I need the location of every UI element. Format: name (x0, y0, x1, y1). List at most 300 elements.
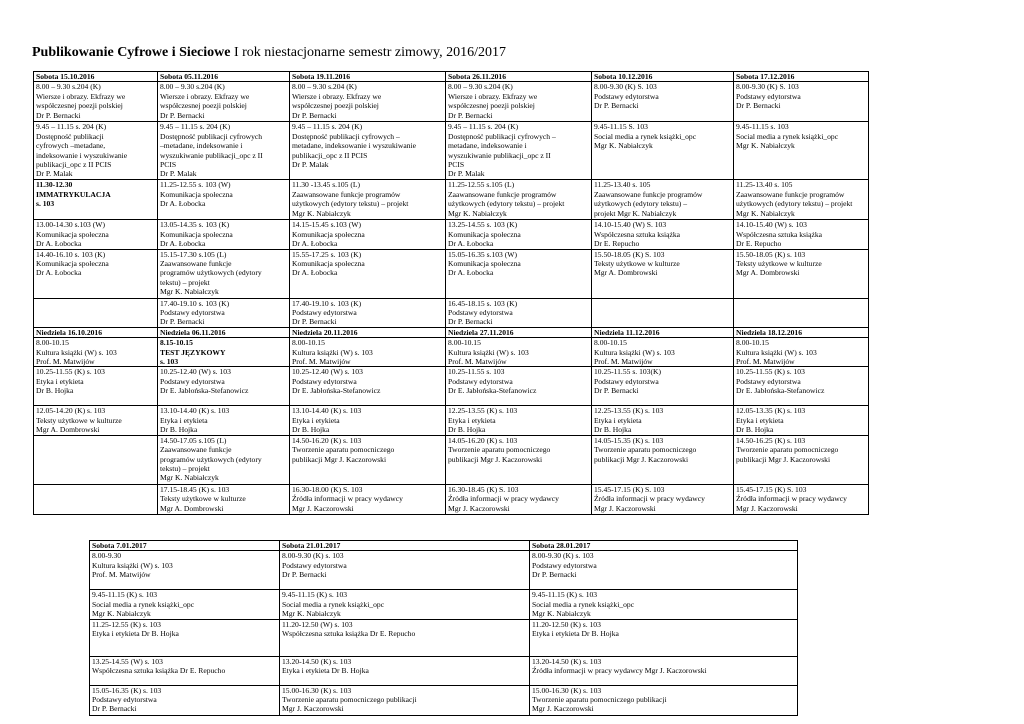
class-cell (34, 180, 158, 220)
class-cell (734, 435, 869, 484)
day-header: Niedziela 20.11.2016 (290, 327, 446, 337)
class-line: IMMATRYKULACJA (36, 189, 111, 199)
class-line: Mgr K. Nabiałczyk (736, 208, 795, 218)
class-line: 16.30-18.00 (K) S. 103 (292, 484, 363, 494)
class-line: programów użytkowych (edytory (160, 454, 262, 464)
day-header: Sobota 21.01.2017 (280, 541, 530, 551)
class-line: Dr P. Bernacki (36, 110, 81, 120)
class-line: Dr E. Jabłońska-Stefanowicz (448, 386, 537, 396)
class-line: 8.00-9.30 (K) S. 103 (594, 82, 657, 92)
class-line: 8.00-9.30 (92, 551, 122, 561)
class-cell (90, 656, 280, 685)
class-line: Mgr A. Dombrowski (594, 268, 658, 278)
class-line: współczesnej poezji polskiej (160, 101, 247, 111)
class-line: Źródła informacji w pracy wydawcy (736, 494, 847, 504)
class-line: Mgr K. Nabiałczyk (736, 141, 795, 151)
class-line: Podstawy edytorstwa (594, 91, 659, 101)
class-line: 17.40-19.10 s. 103 (K) (160, 298, 230, 308)
class-line: Mgr J. Kaczorowski (292, 503, 354, 513)
class-line: 13.05-14.35 s. 103 (K) (160, 220, 230, 230)
class-line: Dr P. Malak (448, 169, 485, 179)
class-line: Dr A. Łobocka (160, 199, 206, 209)
class-line: publikacji Mgr J. Kaczorowski (594, 454, 689, 464)
class-cell (290, 249, 446, 298)
class-cell (90, 619, 280, 656)
class-line: Etyka i etykieta Dr B. Hojka (92, 629, 179, 639)
class-line: 13.20-14.50 (K) s. 103 (282, 656, 352, 666)
class-line: 15.00-16.30 (K) s. 103 (282, 685, 352, 695)
class-line: Podstawy edytorstwa (292, 308, 357, 318)
class-line: Mgr J. Kaczorowski (532, 704, 594, 714)
class-line: Dr P. Malak (160, 169, 197, 179)
class-line: Komunikacja społeczna (448, 259, 521, 269)
class-line: Dostępność publikacji cyfrowych – (292, 131, 400, 141)
class-cell (592, 435, 734, 484)
schedule-row (90, 656, 798, 685)
class-cell (446, 180, 592, 220)
class-line: 14.50-16.25 (K) s. 103 (736, 435, 806, 445)
class-line: tekstu) – projekt (160, 463, 210, 473)
class-line: Dr E. Repucho (736, 239, 782, 249)
class-cell (734, 298, 869, 327)
class-line: Komunikacja społeczna (448, 229, 521, 239)
class-cell (290, 484, 446, 514)
class-line: Dr P. Bernacki (282, 570, 327, 580)
class-line: Dr A. Łobocka (160, 239, 206, 249)
class-line: 9.45 – 11.15 s. 204 (K) (160, 122, 231, 132)
class-line: 15.05-16.35 (K) s. 103 (92, 685, 162, 695)
class-line: Kultura książki (W) s. 103 (448, 347, 529, 357)
schedule-row (90, 619, 798, 656)
class-line: 8.00 – 9.30 s.204 (K) (160, 82, 225, 92)
class-line: Kultura książki (W) s. 103 (736, 347, 817, 357)
class-line: 13.10-14.40 (K) s. 103 (292, 406, 362, 416)
class-cell (734, 180, 869, 220)
class-line: Dr A. Łobocka (36, 268, 82, 278)
class-cell (34, 122, 158, 180)
schedule-row (90, 590, 798, 619)
class-line: 11.25-13.40 s. 105 (594, 180, 651, 190)
class-line: 12.05-13.35 (K) s. 103 (736, 406, 806, 416)
class-cell (734, 249, 869, 298)
class-line: Tworzenie aparatu pomocniczego publikacji (282, 695, 417, 705)
day-header: Sobota 28.01.2017 (530, 541, 798, 551)
day-header: Sobota 15.10.2016 (34, 72, 158, 82)
class-line: Etyka i etykieta Dr B. Hojka (532, 629, 619, 639)
class-line: Mgr K. Nabiałczyk (292, 208, 351, 218)
class-cell (290, 298, 446, 327)
class-line: Dr E. Jabłońska-Stefanowicz (292, 386, 381, 396)
schedule-table-autumn (33, 71, 869, 515)
class-line: Zaawansowane funkcje programów (594, 189, 703, 199)
class-line: 8.00 – 9.30 s.204 (K) (292, 82, 357, 92)
class-cell (446, 298, 592, 327)
class-line: Dr P. Malak (292, 160, 329, 170)
class-line: Współczesna sztuka książka Dr E. Repucho (92, 666, 226, 676)
class-line: Dr P. Bernacki (532, 570, 577, 580)
class-cell (290, 338, 446, 367)
class-line: 12.25-13.55 (K) s. 103 (448, 406, 518, 416)
class-line: 14.05-15.35 (K) s. 103 (594, 435, 664, 445)
class-line: 14.05-16.20 (K) s. 103 (448, 435, 518, 445)
class-line: 8.00-10.15 (448, 338, 481, 348)
day-header: Niedziela 18.12.2016 (734, 327, 869, 337)
class-cell (592, 367, 734, 406)
class-line: Dr E. Jabłońska-Stefanowicz (160, 386, 249, 396)
class-line: 13.10-14.40 (K) s. 103 (160, 406, 230, 416)
class-line: Etyka i etykieta (448, 415, 496, 425)
class-line: Zaawansowane funkcje programów (448, 189, 557, 199)
class-cell (592, 122, 734, 180)
class-line: Komunikacja społeczna (36, 229, 109, 239)
class-cell (290, 122, 446, 180)
class-line: Dr A. Łobocka (292, 239, 338, 249)
schedule-row (34, 220, 869, 249)
class-cell (592, 180, 734, 220)
class-line: Zaawansowane funkcje (160, 445, 232, 455)
class-line: Komunikacja społeczna (36, 259, 109, 269)
class-line: tekstu) – projekt (160, 277, 210, 287)
class-cell (158, 220, 290, 249)
class-line: 11.25-12.55 s. 103 (W) (160, 180, 231, 190)
class-cell (158, 249, 290, 298)
class-line: Dostępność publikacji cyfrowych – (448, 131, 556, 141)
class-line: 8.00-9.30 (K) s. 103 (282, 551, 344, 561)
class-line: Źródła informacji w pracy wydawcy Mgr J. Kaczorowski (532, 666, 707, 676)
class-line: 8.00-10.15 (292, 338, 325, 348)
class-line: Mgr A. Dombrowski (736, 268, 800, 278)
class-line: publikacji_opc z II PCIS (292, 150, 368, 160)
class-line: Podstawy edytorstwa (92, 695, 157, 705)
class-line: Wiersze i obrazy. Ekfrazy we (448, 91, 538, 101)
class-cell (446, 338, 592, 367)
class-cell (158, 484, 290, 514)
class-cell (446, 249, 592, 298)
class-line: 15.45-17.15 (K) S. 103 (594, 484, 665, 494)
schedule-row (34, 122, 869, 180)
class-line: cyfrowych –metadane, (36, 141, 106, 151)
class-line: Dr P. Bernacki (594, 101, 639, 111)
day-header: Sobota 05.11.2016 (158, 72, 290, 82)
class-line: Dr A. Łobocka (448, 239, 494, 249)
class-line: 11.30-12.30 (36, 180, 73, 190)
class-line: Teksty użytkowe w kulturze (594, 259, 680, 269)
class-line: Zaawansowane funkcje programów (292, 189, 401, 199)
class-line: 10.25-12.40 (W) s. 103 (160, 367, 231, 377)
class-line: Social media a rynek książki_opc (282, 599, 385, 609)
class-line: Dr E. Repucho (594, 239, 640, 249)
class-line: Wiersze i obrazy. Ekfrazy we (160, 91, 250, 101)
class-line: Prof. M. Matwijów (594, 357, 653, 367)
class-line: Podstawy edytorstwa (448, 376, 513, 386)
class-line: Prof. M. Matwijów (36, 357, 95, 367)
class-line: Dr A. Łobocka (36, 239, 82, 249)
class-line: indeksowanie i wyszukiwanie (36, 150, 128, 160)
class-line: Teksty użytkowe w kulturze (36, 415, 122, 425)
class-cell (34, 220, 158, 249)
class-line: Mgr K. Nabiałczyk (92, 609, 151, 619)
class-line: 14.40-16.10 s. 103 (K) (36, 249, 106, 259)
class-line: Podstawy edytorstwa (736, 91, 801, 101)
class-line: Komunikacja społeczna (160, 189, 233, 199)
schedule-row (34, 82, 869, 122)
day-header: Niedziela 16.10.2016 (34, 327, 158, 337)
class-line: Etyka i etykieta (594, 415, 642, 425)
class-cell (290, 180, 446, 220)
day-header: Sobota 19.11.2016 (290, 72, 446, 82)
class-line: Dr P. Bernacki (292, 110, 337, 120)
schedule-row (34, 338, 869, 367)
class-line: 13.25-14.55 (W) s. 103 (92, 656, 163, 666)
class-line: 11.25-12.55 (K) s. 103 (92, 619, 161, 629)
schedule-row (34, 484, 869, 514)
class-cell (734, 484, 869, 514)
day-header: Sobota 26.11.2016 (446, 72, 592, 82)
class-cell (34, 406, 158, 435)
class-cell (280, 619, 530, 656)
class-line: s. 103 (160, 357, 179, 367)
class-line: Podstawy edytorstwa (532, 560, 597, 570)
class-cell (734, 406, 869, 435)
schedule-row (34, 406, 869, 435)
schedule-row (34, 249, 869, 298)
class-cell (34, 82, 158, 122)
class-line: 12.05-14.20 (K) s. 103 (36, 406, 106, 416)
class-line: 8.00 – 9.30 s.204 (K) (448, 82, 513, 92)
class-line: Tworzenie aparatu pomocniczego (594, 445, 697, 455)
january-header-row (90, 541, 798, 551)
class-line: wyszukiwanie publikacji_opc z II (160, 150, 263, 160)
class-line: Zaawansowane funkcje (160, 259, 232, 269)
day-header: Sobota 17.12.2016 (734, 72, 869, 82)
class-line: Współczesna sztuka książka Dr E. Repucho (282, 629, 416, 639)
class-line: s. 103 (36, 199, 55, 209)
class-cell (90, 685, 280, 715)
class-line: Podstawy edytorstwa (292, 376, 357, 386)
class-line: programów użytkowych (edytory (160, 268, 262, 278)
class-line: Wiersze i obrazy. Ekfrazy we (36, 91, 126, 101)
class-line: Kultura książki (W) s. 103 (594, 347, 675, 357)
class-line: Teksty użytkowe w kulturze (160, 494, 246, 504)
class-cell (280, 590, 530, 619)
class-line: Dostępność publikacji (36, 131, 104, 141)
class-line: Zaawansowane funkcje programów (736, 189, 845, 199)
class-line: Mgr A. Dombrowski (36, 425, 100, 435)
class-line: Podstawy edytorstwa (448, 308, 513, 318)
class-cell (530, 590, 798, 619)
class-line: Dr P. Bernacki (448, 110, 493, 120)
class-line: 17.15-18.45 (K) s. 103 (160, 484, 230, 494)
class-line: Teksty użytkowe w kulturze (736, 259, 822, 269)
class-cell (290, 367, 446, 406)
class-cell (158, 406, 290, 435)
class-cell (34, 298, 158, 327)
class-cell (592, 338, 734, 367)
class-cell (34, 484, 158, 514)
day-header: Niedziela 27.11.2016 (446, 327, 592, 337)
class-cell (34, 435, 158, 484)
sunday-header-row (34, 327, 869, 337)
class-line: 13.25-14.55 s. 103 (K) (448, 220, 518, 230)
class-cell (734, 220, 869, 249)
class-line: 9.45 – 11.15 s. 204 (K) (36, 122, 107, 132)
class-line: wyszukiwanie publikacji_opc z II (448, 150, 551, 160)
class-line: Podstawy edytorstwa (282, 560, 347, 570)
class-line: 11.20-12.50 (W) s. 103 (282, 619, 353, 629)
class-line: Mgr J. Kaczorowski (282, 704, 344, 714)
class-line: Podstawy edytorstwa (736, 376, 801, 386)
schedule-row (90, 685, 798, 715)
class-line: Dr P. Bernacki (448, 317, 493, 327)
class-line: 8.00 – 9.30 s.204 (K) (36, 82, 101, 92)
class-line: 15.50-18.05 (K) s. 103 (736, 249, 806, 259)
class-cell (592, 406, 734, 435)
class-line: Podstawy edytorstwa (594, 376, 659, 386)
class-line: 9.45 – 11.15 s. 204 (K) (292, 122, 363, 132)
class-line: metadane, indeksowanie i wyszukiwanie (292, 141, 416, 151)
page-title (32, 45, 506, 61)
class-line: użytkowych (edytory tekstu) – projekt (292, 199, 409, 209)
class-line: 10.25-11.55 (K) s. 103 (36, 367, 105, 377)
class-line: Podstawy edytorstwa (160, 308, 225, 318)
class-cell (446, 367, 592, 406)
class-cell (290, 82, 446, 122)
class-cell (592, 249, 734, 298)
class-line: –metadane, indeksowanie i (160, 141, 243, 151)
class-line: 9.45-11.15 s. 103 (736, 122, 789, 132)
class-line: Mgr K. Nabiałczyk (160, 473, 219, 483)
class-line: Współczesna sztuka książka (736, 229, 823, 239)
class-line: 11.25-12.55 s.105 (L) (448, 180, 515, 190)
class-line: Mgr K. Nabiałczyk (594, 141, 653, 151)
class-line: PCIS (160, 160, 177, 170)
class-line: 10.25-11.55 s. 103 (448, 367, 505, 377)
class-line: Dostępność publikacji cyfrowych (160, 131, 263, 141)
class-cell (446, 406, 592, 435)
class-line: Kultura książki (W) s. 103 (36, 347, 117, 357)
class-line: 8.00-10.15 (594, 338, 627, 348)
class-line: publikacji_opc z II PCIS (36, 160, 112, 170)
class-line: Kultura książki (W) s. 103 (292, 347, 373, 357)
class-line: Social media a rynek książki_opc (736, 131, 839, 141)
class-line: Komunikacja społeczna (160, 229, 233, 239)
class-line: współczesnej poezji polskiej (292, 101, 379, 111)
class-cell (158, 367, 290, 406)
class-line: Mgr A. Dombrowski (160, 503, 224, 513)
class-line: projekt Mgr K. Nabiałczyk (594, 208, 677, 218)
class-line: 14.10-15.40 (W) s. 103 (736, 220, 807, 230)
class-cell (592, 484, 734, 514)
class-cell (34, 338, 158, 367)
class-line: Współczesna sztuka książka (594, 229, 681, 239)
class-line: Prof. M. Matwijów (292, 357, 351, 367)
class-line: publikacji Mgr J. Kaczorowski (736, 454, 831, 464)
class-line: Tworzenie aparatu pomocniczego (448, 445, 551, 455)
class-line: Mgr K. Nabiałczyk (160, 287, 219, 297)
class-line: Mgr K. Nabiałczyk (532, 609, 591, 619)
class-line: użytkowych (edytory tekstu) – projekt (736, 199, 853, 209)
class-line: Etyka i etykieta (36, 376, 84, 386)
class-line: Dr B. Hojka (448, 425, 486, 435)
schedule-row (34, 435, 869, 484)
class-line: Źródła informacji w pracy wydawcy (448, 494, 559, 504)
class-cell (290, 220, 446, 249)
class-line: 16.45-18.15 s. 103 (K) (448, 298, 518, 308)
class-line: Mgr J. Kaczorowski (736, 503, 798, 513)
class-line: Źródła informacji w pracy wydawcy (594, 494, 705, 504)
class-line: Prof. M. Matwijów (92, 570, 151, 580)
class-line: publikacji Mgr J. Kaczorowski (448, 454, 543, 464)
class-line: Dr E. Jabłońska-Stefanowicz (736, 386, 825, 396)
class-cell (158, 298, 290, 327)
class-cell (530, 685, 798, 715)
class-cell (592, 298, 734, 327)
class-line: Dr P. Bernacki (594, 386, 639, 396)
class-cell (158, 338, 290, 367)
class-line: Tworzenie aparatu pomocniczego (736, 445, 839, 455)
class-cell (734, 122, 869, 180)
class-line: Social media a rynek książki_opc (594, 131, 697, 141)
class-line: 16.30-18.45 (K) S. 103 (448, 484, 519, 494)
class-line: Mgr J. Kaczorowski (448, 503, 510, 513)
class-line: 15.15-17.30 s.105 (L) (160, 249, 227, 259)
class-cell (592, 82, 734, 122)
class-line: 13.20-14.50 (K) s. 103 (532, 656, 602, 666)
class-line: 10.25-11.55 s. 103(K) (594, 367, 662, 377)
class-line: 8.15-10.15 (160, 338, 193, 348)
class-line: Etyka i etykieta (292, 415, 340, 425)
class-cell (734, 82, 869, 122)
class-line: Źródła informacji w pracy wydawcy (292, 494, 403, 504)
class-line: Podstawy edytorstwa (160, 376, 225, 386)
day-header: Sobota 7.01.2017 (90, 541, 280, 551)
class-line: 14.10-15.40 (W) S. 103 (594, 220, 667, 230)
class-line: Dr P. Bernacki (92, 704, 137, 714)
class-line: 15.05-16.35 s.103 (W) (448, 249, 517, 259)
class-line: 15.00-16.30 (K) s. 103 (532, 685, 602, 695)
class-line: Dr B. Hojka (594, 425, 632, 435)
class-line: Dr P. Bernacki (292, 317, 337, 327)
class-line: publikacji Mgr J. Kaczorowski (292, 454, 387, 464)
class-line: 10.25-11.55 (K) s. 103 (736, 367, 805, 377)
class-cell (90, 551, 280, 590)
class-cell (530, 619, 798, 656)
class-cell (734, 338, 869, 367)
schedule-table-january (89, 540, 798, 716)
class-line: 9.45-11.15 S. 103 (594, 122, 648, 132)
class-line: metadane, indeksowanie i (448, 141, 527, 151)
class-line: Prof. M. Matwijów (736, 357, 795, 367)
class-line: Social media a rynek książki_opc (92, 599, 195, 609)
class-line: współczesnej poezji polskiej (448, 101, 535, 111)
class-line: 11.30 -13.45 s.105 (L) (292, 180, 361, 190)
schedule-row (90, 551, 798, 590)
class-cell (530, 551, 798, 590)
class-cell (446, 82, 592, 122)
class-cell (290, 435, 446, 484)
class-line: 9.45-11.15 (K) s. 103 (532, 590, 598, 600)
class-line: 9.45-11.15 (K) s. 103 (92, 590, 158, 600)
class-line: Dr B. Hojka (36, 386, 74, 396)
class-cell (734, 367, 869, 406)
class-line: Dr B. Hojka (736, 425, 774, 435)
schedule-row (34, 367, 869, 406)
title-bold: Publikowanie Cyfrowe i Sieciowe (32, 45, 231, 60)
class-line: PCIS (448, 160, 465, 170)
saturday-header-row (34, 72, 869, 82)
class-line: Dr B. Hojka (292, 425, 330, 435)
class-cell (446, 484, 592, 514)
